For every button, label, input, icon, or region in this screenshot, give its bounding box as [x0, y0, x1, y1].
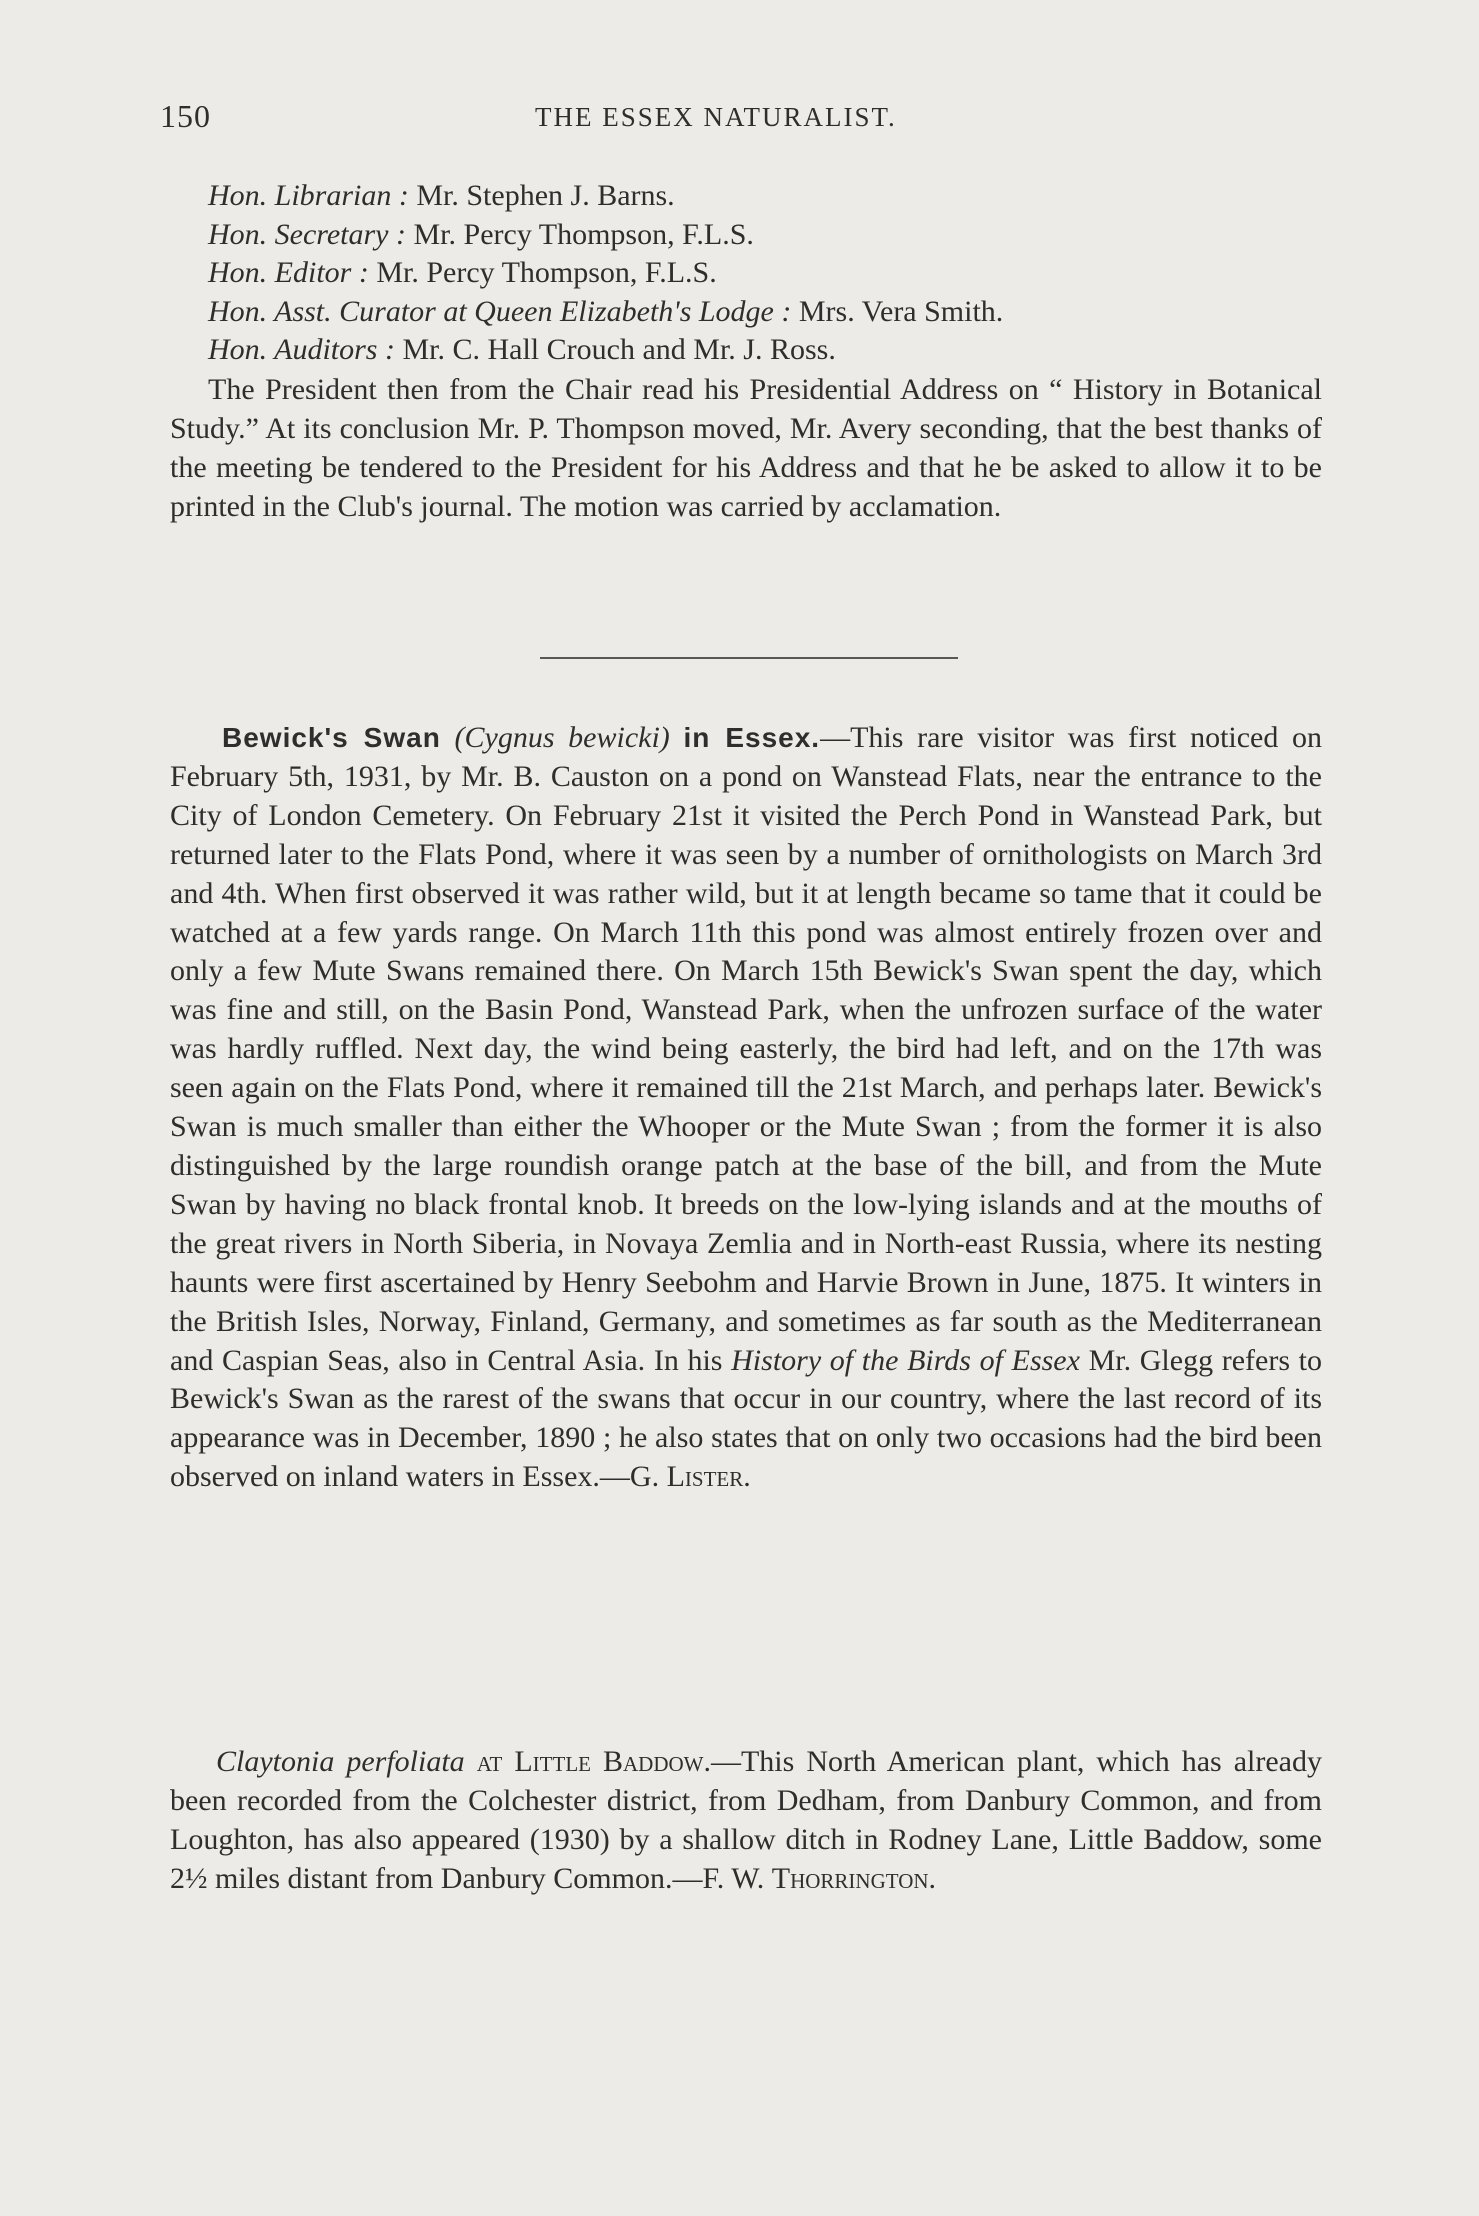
officer-role: Hon. Librarian : — [208, 179, 409, 212]
officer-auditors — [208, 331, 1318, 370]
officer-role: Hon. Asst. Curator at Queen Elizabeth's Lodge : — [208, 294, 792, 328]
note-text: —This rare visitor was first noticed on February 5th, 1931, by Mr. B. Causton on a pond on Wanstead Flats, near the entrance to the City of London Cemetery. On February 21st it visited the Perch Pond in Wanstead Park, but returned later to the Flats Pond, where it was seen by a number of ornithologists on March 3rd and 4th. When first observed it was rather wild, but it at length became so tame that it could be watched at a few yards range. On March 11th this pond was almost entirely frozen over and only a few Mute Swans remained there. On March 15th Bewick's Swan spent the day, which was fine and still, on the Basin Pond, Wanstead Park, when the unfrozen surface of the water was hardly ruffled. Next day, the wind being easterly, the bird had left, and on the 17th was seen again on the Flats Pond, where it remained till the 21st March, and perhaps later. Bewick's Swan is much smaller than either the Whooper or the Mute Swan ; from the former it is also distinguished by the large roundish orange patch at the base of the bill, and from the Mute Swan by having no black frontal knob. It breeds on the low-lying islands and at the mouths of the great rivers in North Siberia, in Novaya Zemlia and in North-east Russia, where its nesting haunts were first ascertained by Henry Seebohm and Harvie Brown in June, 1875. It winters in the British Isles, Norway, Finland, Germany, and sometimes as far south as the Mediterranean and Caspian Seas, also in Central Asia. In his — [170, 721, 1323, 1377]
officer-role: Hon. Auditors : — [208, 333, 395, 366]
species-name: Claytonia perfoliata — [216, 1745, 465, 1778]
bewicks-swan-note — [170, 719, 1322, 1497]
page-number: 150 — [160, 98, 211, 134]
officer-curator — [208, 293, 1318, 332]
species-name: (Cygnus bewicki) — [454, 721, 670, 754]
section-divider — [540, 657, 958, 659]
officer-name: Mrs. Vera Smith. — [798, 294, 1004, 328]
officers-list — [208, 177, 1318, 370]
officer-role: Hon. Editor : — [208, 256, 369, 289]
officer-librarian — [208, 177, 1318, 216]
officer-name: Mr. Percy Thompson, F.L.S. — [413, 217, 754, 251]
note-author: Lister. — [666, 1460, 751, 1494]
presidential-address-paragraph: The President then from the Chair read his Presidential Address on “ History in Botanical Study.” At its conclusion Mr. P. Thompson moved, Mr. Avery seconding, that the best thanks of the meeting be tendered to the President for his Address and that he be asked to allow it to be printed in the Club's journal. The motion was carried by acclamation. — [170, 373, 1322, 523]
officer-name: Mr. C. Hall Crouch and Mr. J. Ross. — [402, 333, 836, 366]
note-heading-location: in Essex. — [683, 722, 821, 753]
officer-name: Mr. Percy Thompson, F.L.S. — [376, 256, 717, 289]
note-heading-location: at Little Baddow. — [476, 1745, 711, 1778]
note-text: —This North American plant, which has already been recorded from the Colchester district, from Dedham, from Danbury Common, and from Loughton, has also appeared (1930) by a shallow ditch in Rodney Lane, Little Baddow, some 2½ miles distant from Danbury Common.—F. W. — [170, 1745, 1322, 1895]
page-header — [160, 98, 980, 148]
running-title: THE ESSEX NATURALIST. — [535, 102, 897, 132]
officer-name: Mr. Stephen J. Barns. — [416, 179, 675, 212]
note-text-continued: Mr. Glegg refers to Bewick's Swan as the rarest of the swans that occur in our country, where the last record of its appearance was in December, 1890 ; he also states that on only two occasions had the bird been observed on inland waters in Essex.—G. — [170, 1343, 1322, 1494]
book-title: History of the Birds of Essex — [731, 1343, 1080, 1377]
note-heading: Bewick's Swan — [222, 722, 441, 753]
note-author: Thorrington. — [771, 1861, 937, 1895]
officer-editor — [208, 254, 1318, 293]
officer-secretary — [208, 216, 1318, 255]
claytonia-note — [170, 1743, 1322, 1899]
officer-role: Hon. Secretary : — [208, 217, 406, 251]
